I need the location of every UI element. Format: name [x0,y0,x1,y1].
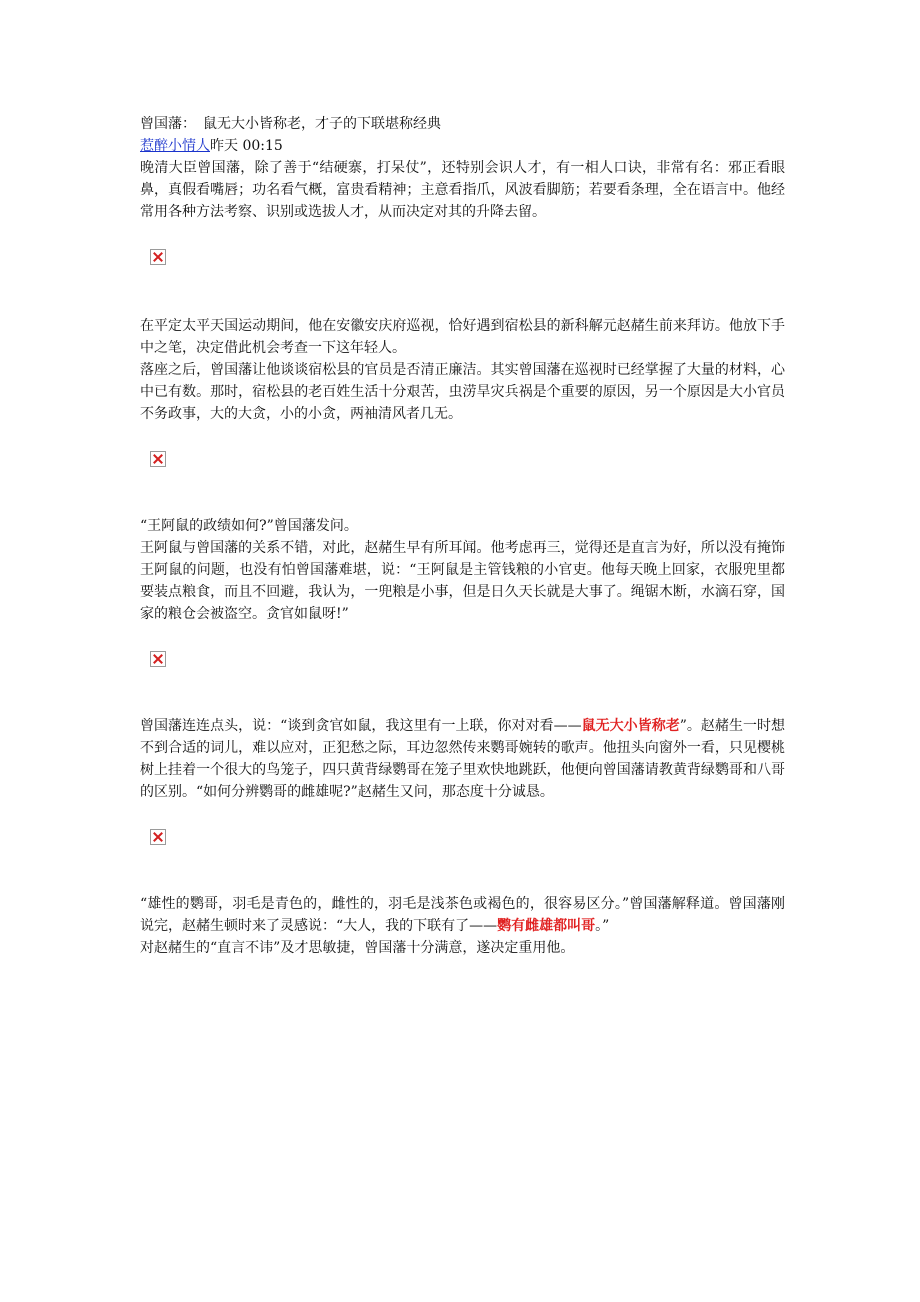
upper-couplet: 鼠无大小皆称老 [581,718,680,734]
lower-couplet: 鹦有雌雄都叫哥 [497,918,596,934]
paragraph-1: 晚清大臣曾国藩，除了善于“结硬寨，打呆仗”，还特别会识人才，有一相人口诀，非常有名：邪正看眼鼻，真假看嘴唇；功名看气概，富贵看精神；主意看指爪，风波看脚筋；若要看条理，全在语言中。他经常用各种方法考察、识别或选拔人才，从而决定对其的升降去留。 [140,160,785,220]
paragraph-4: “王阿鼠的政绩如何?”曾国藩发问。 [140,518,358,534]
broken-image-icon [150,451,166,467]
article-title: 曾国藩： 鼠无大小皆称老，才子的下联堪称经典 [140,116,441,132]
broken-image-icon [150,829,166,845]
paragraph-6-text: 曾国藩连连点头，说：“谈到贪官如鼠，我这里有一上联，你对对看—— [140,718,582,734]
paragraph-7 [140,893,785,937]
paragraph-5: 王阿鼠与曾国藩的关系不错，对此，赵赭生早有所耳闻。他考虑再三，觉得还是直言为好，所以没有掩饰王阿鼠的问题，也没有怕曾国藩难堪，说：“王阿鼠是主管钱粮的小官吏。他每天晚上回家，衣服兜里都要装点粮食，而且不回避，我认为，一兜粮是小事，但是日久天长就是大事了。绳锯木断，水滴石穿，国家的粮仓会被盗空。贪官如鼠呀!” [140,540,785,622]
paragraph-6-text-end: ”。赵赭生一时想不到合适的词儿，难以应对，正犯愁之际，耳边忽然传来鹦哥婉转的歌声。他扭头向窗外一看，只见樱桃树上挂着一个很大的鸟笼子，四只黄背绿鹦哥在笼子里欢快地跳跃，他便向曾国藩请教黄背绿鹦哥和八哥的区别。“如何分辨鹦哥的雌雄呢?”赵赭生又问，那态度十分诚恳。 [140,718,785,800]
paragraph-2: 在平定太平天国运动期间，他在安徽安庆府巡视，恰好遇到宿松县的新科解元赵赭生前来拜访。他放下手中之笔，决定借此机会考查一下这年轻人。 [140,318,785,356]
byline [140,135,785,157]
author-link[interactable]: 惹醉小情人 [140,138,210,154]
broken-image-icon [150,651,166,667]
paragraph-8: 对赵赭生的“直言不讳”及才思敏捷，曾国藩十分满意，遂决定重用他。 [140,940,575,956]
paragraph-3: 落座之后，曾国藩让他谈谈宿松县的官员是否清正廉洁。其实曾国藩在巡视时已经掌握了大量的材料，心中已有数。那时，宿松县的老百姓生活十分艰苦，虫涝旱灾兵祸是个重要的原因，另一个原因是大小官员不务政事，大的大贪，小的小贪，两袖清风者几无。 [140,362,785,422]
paragraph-7-text-end: 。” [595,918,610,934]
paragraph-7-text: “雄性的鹦哥，羽毛是青色的，雌性的，羽毛是浅茶色或褐色的，很容易区分。”曾国藩解释道。曾国藩刚说完，赵赭生顿时来了灵感说：“大人，我的下联有了—— [140,896,785,934]
post-time: 昨天 00:15 [210,138,283,154]
article [140,110,785,959]
broken-image-icon [150,249,166,265]
paragraph-6 [140,715,785,803]
image-placeholder-2 [140,425,785,511]
image-placeholder-1 [140,223,785,315]
image-placeholder-3 [140,625,785,711]
image-placeholder-4 [140,803,785,889]
